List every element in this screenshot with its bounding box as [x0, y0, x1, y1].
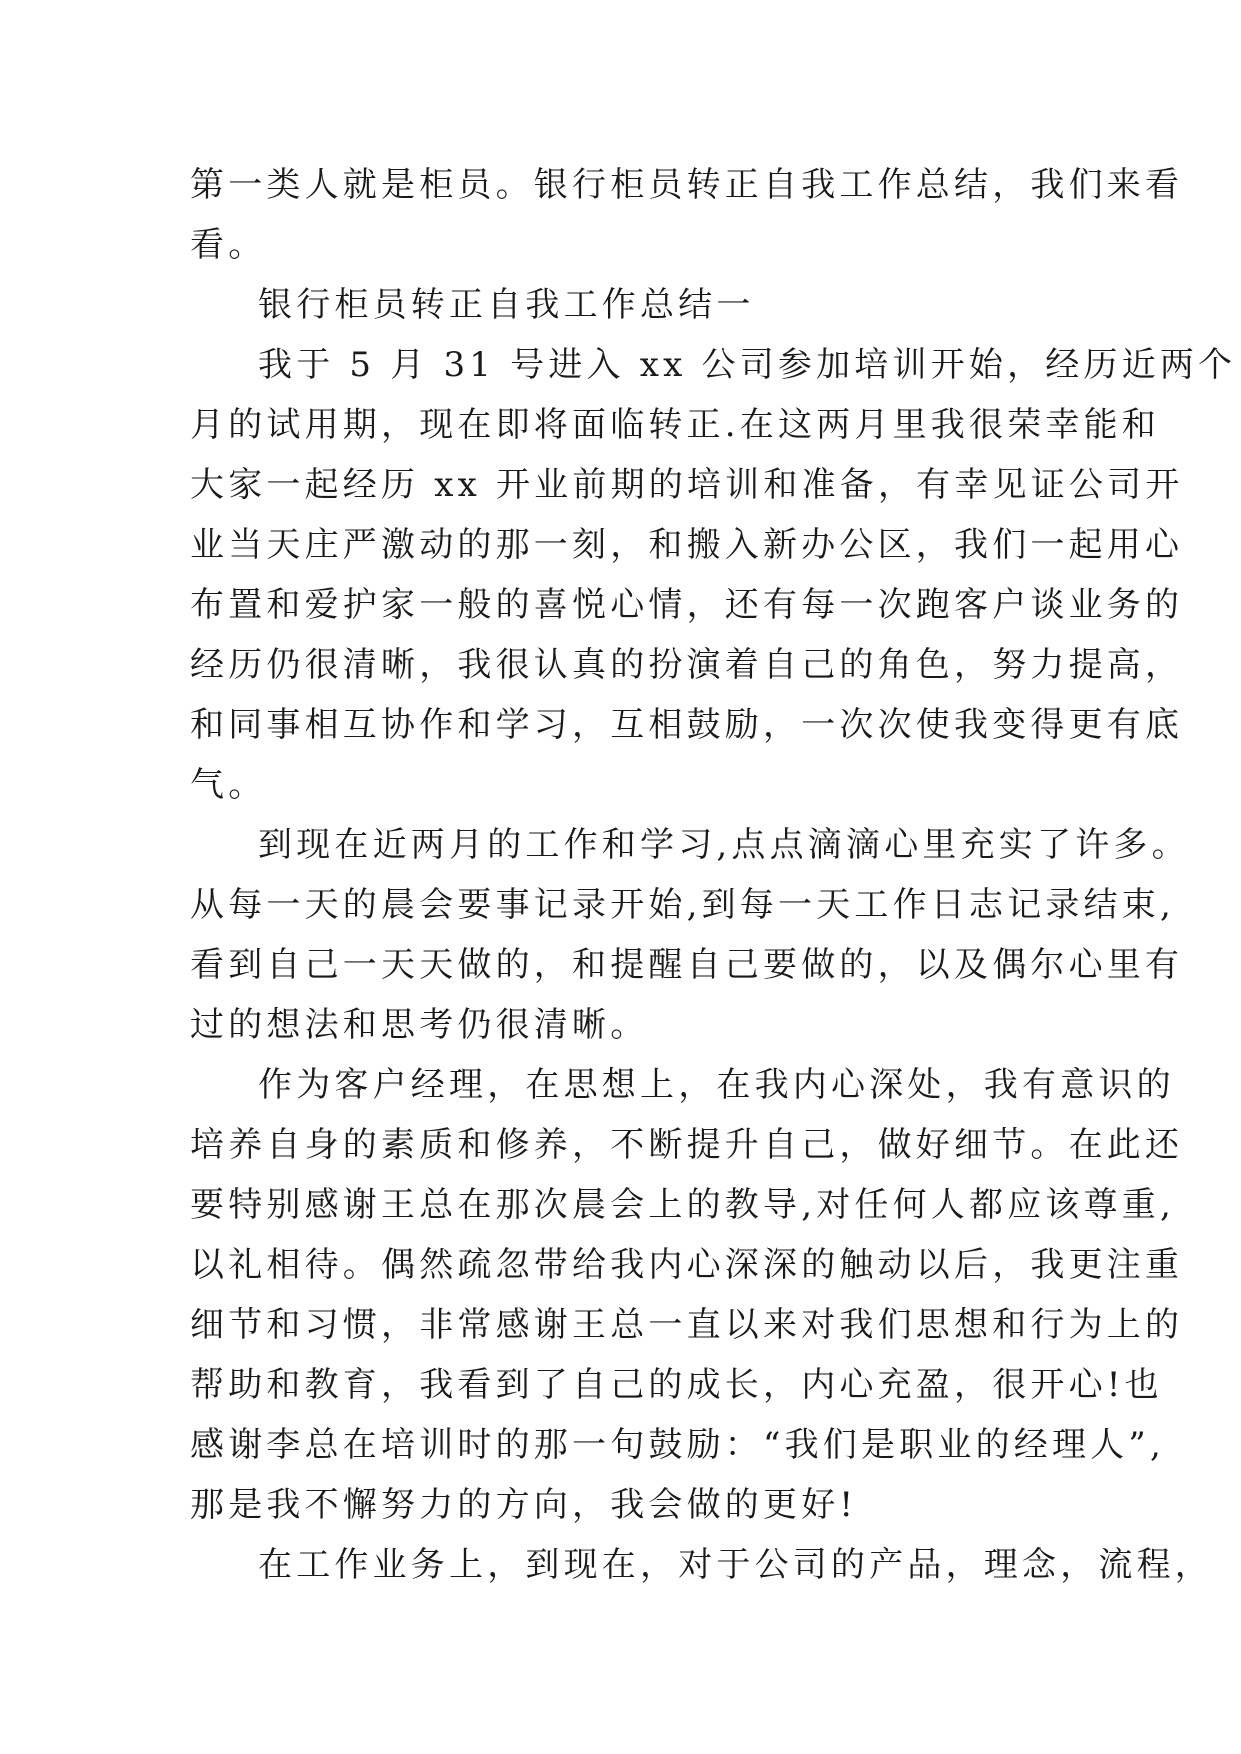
text-line: 经历仍很清晰，我很认真的扮演着自己的角色，努力提高，	[190, 645, 1184, 685]
text-line: 在工作业务上，到现在，对于公司的产品，理念，流程，	[258, 1545, 1213, 1585]
text-line: 看。	[190, 225, 267, 265]
text-line: 细节和习惯，非常感谢王总一直以来对我们思想和行为上的	[190, 1305, 1184, 1345]
text-line: 银行柜员转正自我工作总结一	[258, 285, 755, 325]
text-line: 月的试用期，现在即将面临转正.在这两月里我很荣幸能和	[190, 405, 1161, 445]
text-line: 以礼相待。偶然疏忽带给我内心深深的触动以后，我更注重	[190, 1245, 1184, 1285]
text-line: 那是我不懈努力的方向，我会做的更好!	[190, 1485, 858, 1525]
text-line: 培养自身的素质和修养，不断提升自己，做好细节。在此还	[190, 1125, 1184, 1165]
text-line: 作为客户经理，在思想上，在我内心深处，我有意识的	[258, 1065, 1175, 1105]
text-line: 过的想法和思考仍很清晰。	[190, 1005, 649, 1045]
text-line: 要特别感谢王总在那次晨会上的教导,对任何人都应该尊重,	[190, 1185, 1176, 1225]
text-line: 业当天庄严激动的那一刻，和搬入新办公区，我们一起用心	[190, 525, 1184, 565]
text-line: 看到自己一天天做的，和提醒自己要做的，以及偶尔心里有	[190, 945, 1184, 985]
text-line: 从每一天的晨会要事记录开始,到每一天工作日志记录结束,	[190, 885, 1176, 925]
text-line: 和同事相互协作和学习，互相鼓励，一次次使我变得更有底	[190, 705, 1184, 745]
text-line: 感谢李总在培训时的那一句鼓励：“我们是职业的经理人”,	[190, 1425, 1165, 1465]
text-line: 帮助和教育，我看到了自己的成长，内心充盈，很开心!也	[190, 1365, 1163, 1405]
text-line: 到现在近两月的工作和学习,点点滴滴心里充实了许多。	[258, 825, 1190, 865]
text-line: 气。	[190, 765, 267, 805]
text-line: 布置和爱护家一般的喜悦心情，还有每一次跑客户谈业务的	[190, 585, 1184, 625]
text-line: 大家一起经历 xx 开业前期的培训和准备，有幸见证公司开	[190, 465, 1184, 505]
document-body	[190, 155, 1237, 1595]
text-line: 我于 5 月 31 号进入 xx 公司参加培训开始，经历近两个	[258, 345, 1237, 385]
text-line: 第一类人就是柜员。银行柜员转正自我工作总结，我们来看	[190, 165, 1184, 205]
